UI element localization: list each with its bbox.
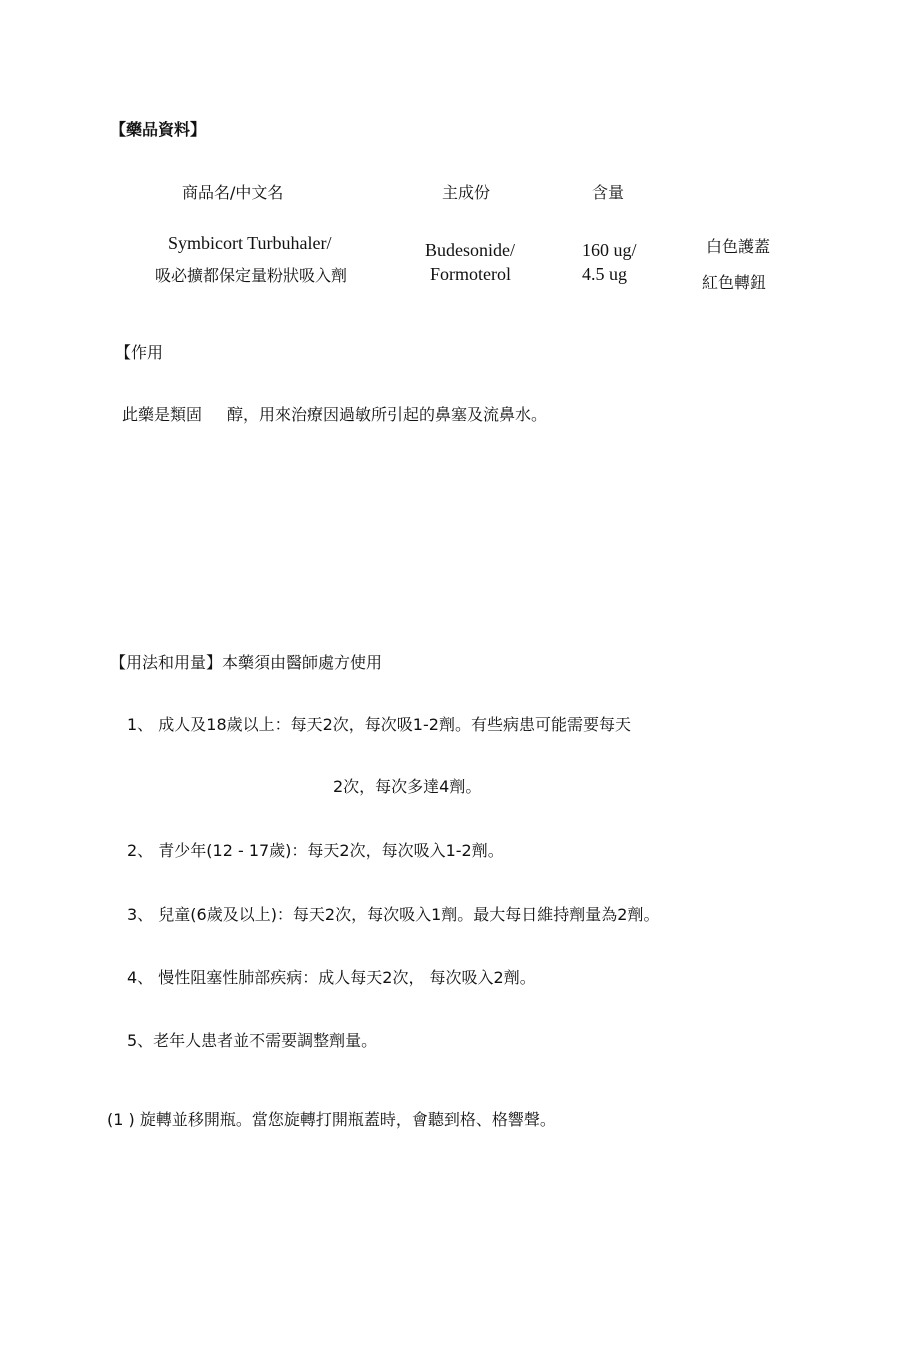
usage-item-5: 5、老年人患者並不需要調整劑量。 <box>127 1031 378 1050</box>
step-1: (1 ) 旋轉並移開瓶。當您旋轉打開瓶蓋時，會聽到格、格響聲。 <box>107 1110 556 1129</box>
effect-heading: 【作用 <box>115 343 164 362</box>
usage-heading: 【用法和用量】本藥須由醫師處方使用 <box>110 653 383 672</box>
ingredient-line1: Budesonide/ <box>425 240 515 260</box>
usage-item-1-cont: 2次，每次多達4劑。 <box>333 777 482 796</box>
drug-name-en: Symbicort Turbuhaler/ <box>168 233 332 253</box>
usage-item-1: 1、 成人及18歲以上：每天2次，每次吸1-2劑。有些病患可能需要每天 <box>127 715 631 734</box>
appearance-line1: 白色護蓋 <box>706 237 771 256</box>
effect-text-part1: 此藥是類固 <box>122 405 203 424</box>
header-name: 商品名/中文名 <box>182 183 284 202</box>
ingredient-line2: Formoterol <box>430 264 511 284</box>
effect-text-part2: 醇，用來治療因過敏所引起的鼻塞及流鼻水。 <box>227 405 548 424</box>
header-strength: 含量 <box>592 183 625 202</box>
strength-line2: 4.5 ug <box>582 264 627 284</box>
strength-line1: 160 ug/ <box>582 240 637 260</box>
appearance-line2: 紅色轉鈕 <box>702 273 767 292</box>
usage-item-3: 3、 兒童(6歲及以上)：每天2次，每次吸入1劑。最大每日維持劑量為2劑。 <box>127 905 660 924</box>
drug-name-zh: 吸必擴都保定量粉狀吸入劑 <box>155 266 348 285</box>
drug-info-heading: 【藥品資料】 <box>110 120 207 139</box>
usage-item-2: 2、 青少年(12 - 17歲)：每天2次，每次吸入1-2劑。 <box>127 841 504 860</box>
usage-item-4: 4、 慢性阻塞性肺部疾病：成人每天2次， 每次吸入2劑。 <box>127 968 536 987</box>
header-ingredient: 主成份 <box>442 183 491 202</box>
